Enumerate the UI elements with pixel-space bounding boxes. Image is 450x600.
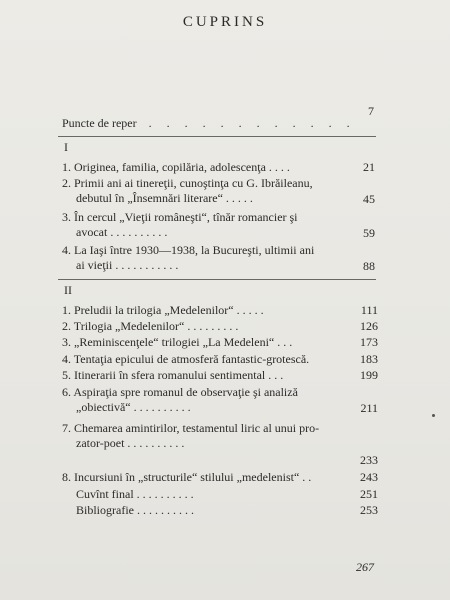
toc-entry: 4. La Iaşi între 1930—1938, la Bucureşti, ultimii ani ai vieţii . . . . . . . . . . . xyxy=(62,243,315,272)
toc-entry: 6. Aspiraţia spre romanul de observaţie şi analiză „obiectivă“ . . . . . . . . . . xyxy=(62,385,298,414)
toc-entry: 1. Originea, familia, copilăria, adolescenţa . . . . xyxy=(62,160,290,174)
toc-page-number: 126 xyxy=(360,319,378,333)
toc-page-number: 7 xyxy=(368,104,374,118)
toc-page-number: 253 xyxy=(360,503,378,517)
toc-page-number: 173 xyxy=(360,335,378,349)
toc-entry: 2. Primii ani ai tinereţii, cunoştinţa cu G. Ibrăileanu, debutul în „Însemnări literare“ . . . . . xyxy=(62,176,313,205)
divider xyxy=(58,136,376,137)
toc-page-number: 251 xyxy=(360,487,378,501)
toc-entry: 7. Chemarea amintirilor, testamentul liric al unui pro- zator-poet . . . . . . . . . . xyxy=(62,421,320,450)
section-heading: II xyxy=(64,283,72,297)
toc-page-number: 199 xyxy=(360,368,378,382)
toc-entry: 1. Preludii la trilogia „Medelenilor“ . . . . . xyxy=(62,303,264,317)
toc-page-number: 243 xyxy=(360,470,378,484)
toc-entry-text: Puncte de reper xyxy=(62,116,137,130)
section-heading: I xyxy=(64,140,68,154)
toc-page-number: 88 xyxy=(363,259,375,273)
toc-entry: Cuvînt final . . . . . . . . . . xyxy=(76,487,194,501)
divider xyxy=(58,279,376,280)
toc-page-number: 183 xyxy=(360,352,378,366)
toc-entry: Bibliografie . . . . . . . . . . xyxy=(76,503,194,517)
toc-entry-intro: Puncte de reper . . . . . . . . . . . . xyxy=(62,116,356,130)
toc-page-number: 59 xyxy=(363,226,375,240)
toc-entry: 3. În cercul „Vieţii româneşti“, tînăr romancier şi avocat . . . . . . . . . . xyxy=(62,210,298,239)
toc-entry: 4. Tentaţia epicului de atmosferă fantastic-grotescă. xyxy=(62,352,310,366)
toc-entry: 3. „Reminiscenţele“ trilogiei „La Medeleni“ . . . xyxy=(62,335,293,349)
page-number: 267 xyxy=(356,560,374,574)
toc-page-number: 21 xyxy=(363,160,375,174)
toc-page-number: 233 xyxy=(360,453,378,467)
toc-entry: 5. Itinerarii în sfera romanului sentimental . . . xyxy=(62,368,284,382)
toc-page-number: 211 xyxy=(360,401,378,415)
toc-page-number: 111 xyxy=(360,303,378,317)
ink-speck xyxy=(432,414,435,417)
toc-page-number: 45 xyxy=(363,192,375,206)
page-title: CUPRINS xyxy=(182,14,268,30)
toc-entry: 2. Trilogia „Medelenilor“ . . . . . . . . . xyxy=(62,319,239,333)
toc-entry: 8. Incursiuni în „structurile“ stilului „medelenist“ . . xyxy=(62,470,312,484)
